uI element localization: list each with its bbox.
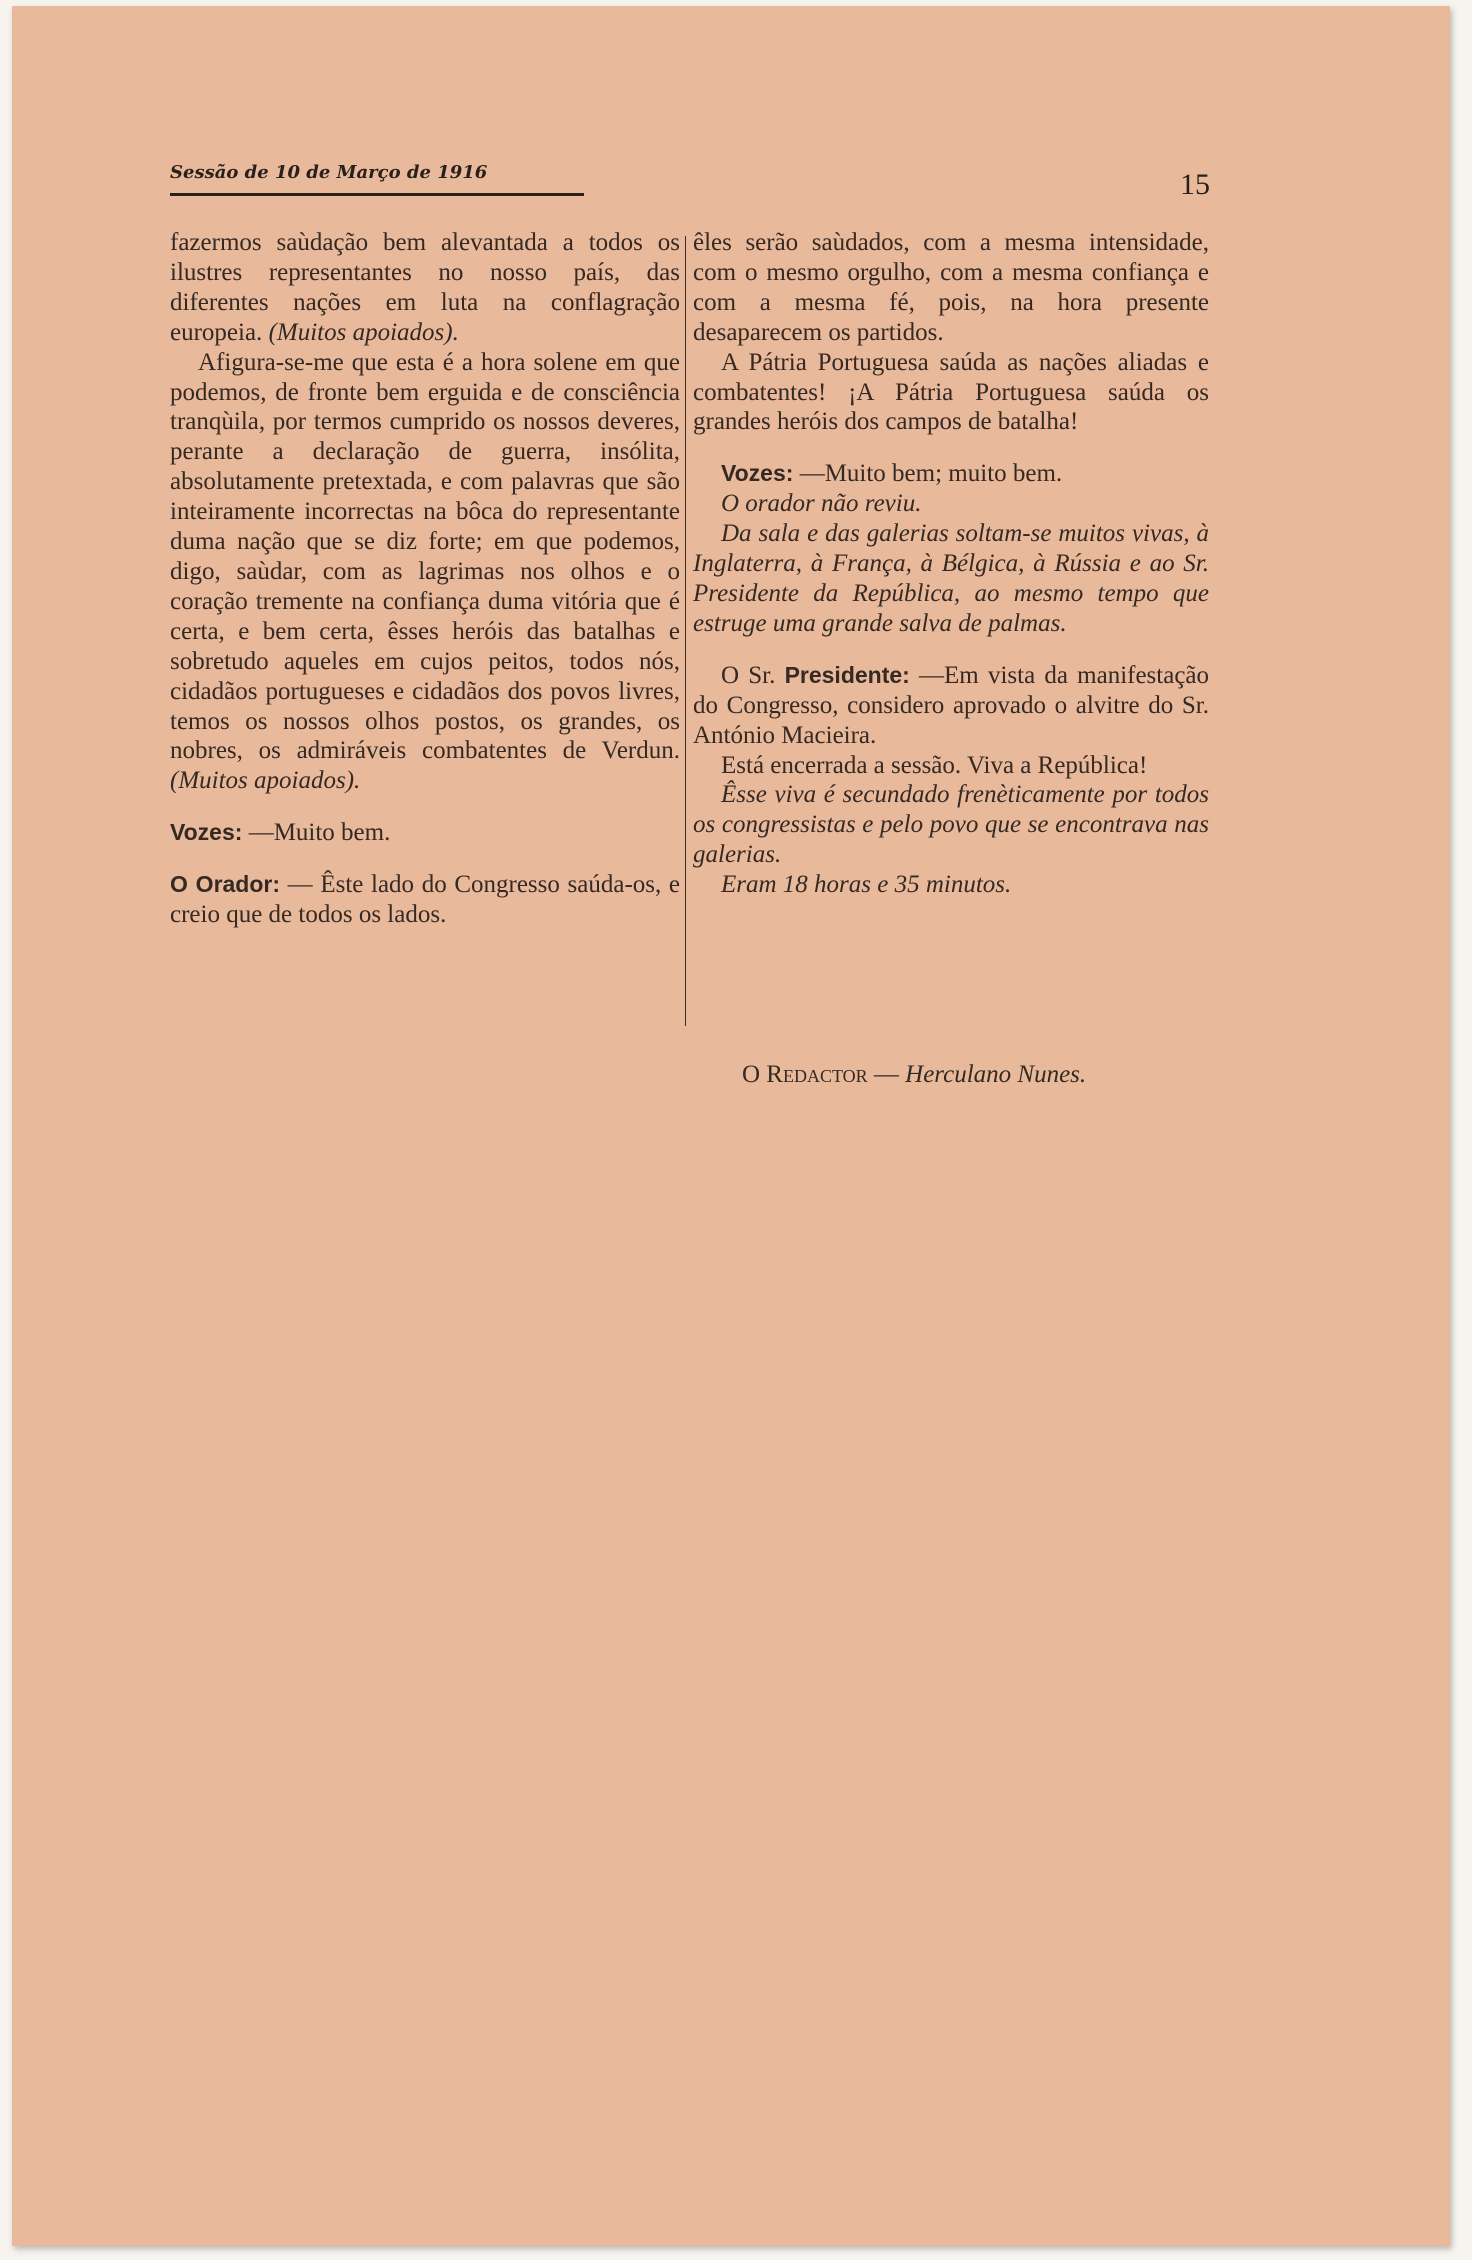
paragraph: A Pátria Portuguesa saúda as nações aliadas e combatentes! ¡A Pátria Portuguesa saúda os grandes heróis dos campos de batalha! (693, 348, 1209, 436)
speaker-label: Presidente: (784, 661, 910, 688)
stage-direction: Da sala e das galerias soltam-se muitos vivas, à Inglaterra, à França, à Bélgica, à Rússia e ao Sr. Presidente da República, ao mesmo tempo que estruge uma grande salva de palmas. (693, 520, 1209, 637)
redactor-label: O Redactor (742, 1061, 868, 1088)
column-divider (685, 236, 686, 1026)
redactor-name: Herculano Nunes. (905, 1061, 1087, 1088)
speaker-label: O Orador: (170, 871, 281, 898)
paragraph (170, 818, 680, 848)
speech-text: —Muito bem. (248, 819, 391, 847)
paragraph: Está encerrada a sessão. Viva a República! (721, 751, 1148, 779)
stage-direction: O orador não reviu. (721, 490, 922, 518)
paragraph (170, 348, 680, 797)
speaker-title: O Sr. (721, 661, 776, 689)
stage-direction: Eram 18 horas e 35 minutos. (721, 871, 1012, 899)
paragraph: êles serão saùdados, com a mesma intensidade, com o mesmo orgulho, com a mesma confiança e com a mesma fé, pois, na hora presente desaparecem os partidos. (693, 229, 1209, 346)
speaker-label: Vozes: (721, 460, 794, 487)
speech-text: —Muito bem; muito bem. (799, 460, 1063, 488)
paragraph-text: fazermos saùdação bem alevantada a todos os ilustres representantes no nosso país, das diferentes nações em luta na conflagração europeia. (170, 229, 680, 346)
redactor-signature (742, 1061, 1086, 1089)
paragraph-text: Afigura-se-me que esta é a hora solene em que podemos, de fronte bem erguida e de consciência tranqùila, por termos cumprido os nossos deveres, perante a declaração de guerra, insólita, absolutamente pretextada, e com palavras que são inteiramente incorrectas na bôca do representante duma nação que se diz forte; em que podemos, digo, saùdar, com as lagrimas nos olhos e o coração tremente na confiança duma vitória que é certa, e bem certa, êsses heróis das batalhas e sobretudo aqueles em cujos peitos, todos nós, cidadãos portugueses e cidadãos dos povos livres, temos os nossos olhos postos, os grandes, os nobres, os admiráveis combatentes de Verdun. (170, 348, 680, 765)
speech-text: — Êste lado do Congresso saúda-os, e creio que de todos os lados. (170, 871, 680, 929)
aside-text: (Muitos apoiados). (268, 318, 459, 346)
paragraph (693, 459, 1209, 489)
left-column (170, 228, 680, 930)
page-number: 15 (1180, 168, 1210, 201)
page-sheet (12, 6, 1450, 2246)
redactor-dash: — (867, 1061, 906, 1088)
aside-text: (Muitos apoiados). (170, 767, 361, 795)
paragraph (170, 870, 680, 930)
paragraph (170, 228, 680, 348)
stage-direction: Êsse viva é secundado frenèticamente por todos os congressistas e pelo povo que se encontrava nas galerias. (693, 781, 1209, 869)
page-header: Sessão de 10 de Março de 1916 (170, 162, 584, 196)
right-column (693, 228, 1209, 900)
speech-text: —Em vista da manifestação do Congresso, considero aprovado o alvitre do Sr. António Macieira. (693, 661, 1210, 749)
speaker-label: Vozes: (170, 819, 243, 846)
paragraph (693, 661, 1209, 751)
